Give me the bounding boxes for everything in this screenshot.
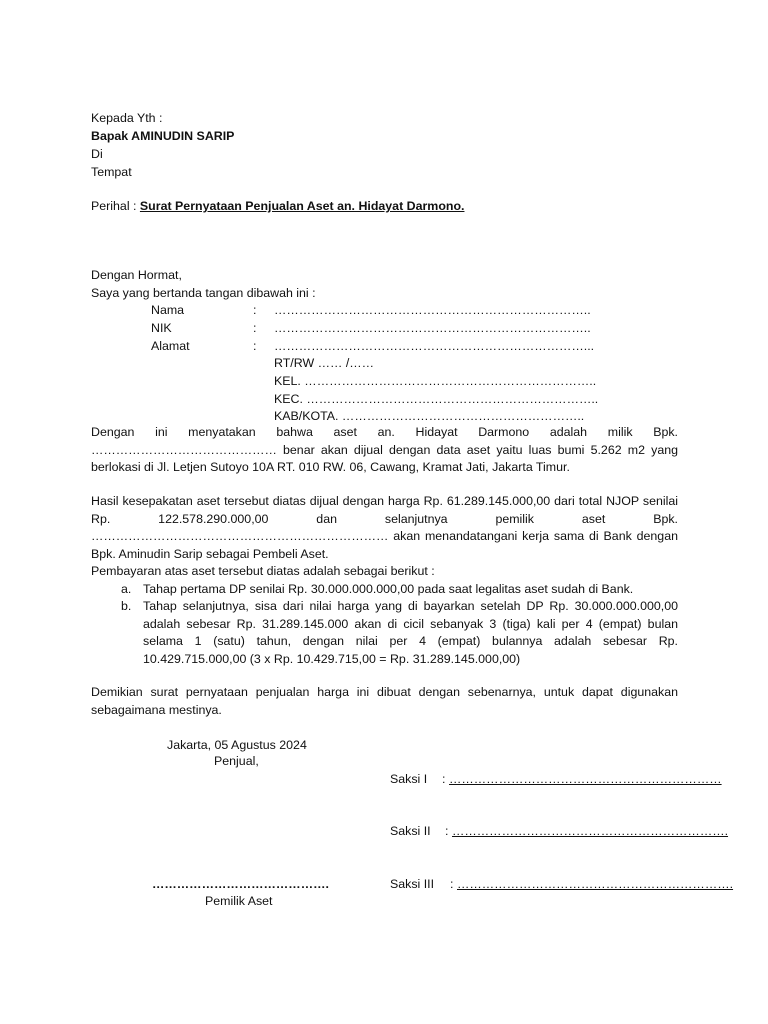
list-item-text: Tahap pertama DP senilai Rp. 30.000.000.000,00 pada saat legalitas aset sudah di Bank. — [143, 582, 634, 596]
addressee-tempat: Tempat — [91, 165, 132, 179]
witness-label: Saksi I — [390, 772, 428, 786]
list-item-text: Tahap selanjutnya, sisa dari nilai harga yang di bayarkan setelah DP Rp. 30.000.000.000,00 adalah sebesar Rp. 31.289.145.000 akan di cicil sebanyak 3 (tiga) kali per 4 (empat) bulan selama 1 (satu) tahun, dengan nilai per 4 (empat) bulannya adalah sebesar Rp. 10.429.715.000,00 (3 x Rp. 10.429.715,00 = Rp. 31.289.145.000,00) — [143, 599, 678, 666]
address-kab-kota: KAB/KOTA. ………………………………………………….. — [274, 409, 585, 423]
field-label: Alamat — [151, 339, 190, 353]
payment-intro: Pembayaran atas aset tersebut diatas adalah sebagai berikut : — [91, 564, 435, 578]
field-label: NIK — [151, 321, 172, 335]
addressee-di: Di — [91, 147, 103, 161]
field-label: Nama — [151, 303, 185, 317]
address-kec: KEC. …………………………………………………………….. — [274, 392, 599, 406]
subject-label: Perihal : — [91, 199, 137, 213]
field-value-blank: ………………………………………………………………….. — [274, 303, 591, 317]
payment-item-a — [121, 581, 678, 599]
statement-paragraph: Dengan ini menyatakan bahwa aset an. Hidayat Darmono adalah milik Bpk. ……………………………………… benar akan dijual dengan data aset yaitu luas bumi 5.262 m2 yang berlokasi di Jl. Letjen Sutoyo 10A RT. 010 RW. 06, Cawang, Kramat Jati, Jakarta Timur. — [91, 425, 678, 474]
intro-text: Saya yang bertanda tangan dibawah ini : — [91, 286, 316, 300]
field-nama — [0, 302, 768, 320]
witness-label: Saksi II — [390, 824, 431, 838]
witness-signature-line: …………………………………………………………. — [457, 877, 734, 891]
seller-label: Penjual, — [214, 754, 259, 768]
closing-paragraph: Demikian surat pernyataan penjualan harga ini dibuat dengan sebenarnya, untuk dapat digunakan sebagaimana mestinya. — [91, 685, 678, 717]
field-colon: : — [253, 339, 257, 353]
witness-colon: : — [450, 877, 454, 891]
payment-item-b — [121, 598, 678, 670]
witness-colon: : — [445, 824, 449, 838]
list-marker: b. — [121, 599, 132, 613]
field-value-blank: …………………………………………………………………... — [274, 339, 595, 353]
field-nik — [0, 320, 768, 338]
address-kel: KEL. …………………………………………………………….. — [274, 374, 597, 388]
subject-line — [91, 198, 464, 216]
recipient-name: Bapak AMINUDIN SARIP — [91, 129, 235, 143]
greeting: Dengan Hormat, — [91, 268, 182, 282]
owner-signature-line: ……………………………………. — [152, 877, 329, 891]
witness-1 — [390, 771, 722, 789]
field-value-blank: ………………………………………………………………….. — [274, 321, 591, 335]
witness-label: Saksi III — [390, 877, 435, 891]
witness-signature-line: …………………………………………………………. — [452, 824, 729, 838]
list-marker: a. — [121, 582, 132, 596]
subject-text: Surat Pernyataan Penjualan Aset an. Hidayat Darmono. — [139, 199, 465, 213]
witness-3 — [390, 876, 734, 894]
field-colon: : — [253, 303, 257, 317]
agreement-paragraph: Hasil kesepakatan aset tersebut diatas dijual dengan harga Rp. 61.289.145.000,00 dari total NJOP senilai Rp. 122.578.290.000,00 dan selanjutnya pemilik aset Bpk. ……………………………………………………………… akan menandatangani kerja sama di Bank dengan Bpk. Aminudin Sarip sebagai Pembeli Aset. — [91, 494, 678, 561]
address-rt-rw: RT/RW …… /…… — [274, 356, 375, 370]
field-alamat — [0, 338, 768, 356]
witness-signature-line: ………………………………………………………… — [449, 772, 722, 786]
owner-label: Pemilik Aset — [205, 894, 273, 908]
field-colon: : — [253, 321, 257, 335]
witness-colon: : — [442, 772, 446, 786]
witness-2 — [390, 823, 729, 841]
addressee-intro: Kepada Yth : — [91, 111, 163, 125]
place-date: Jakarta, 05 Agustus 2024 — [167, 738, 307, 752]
